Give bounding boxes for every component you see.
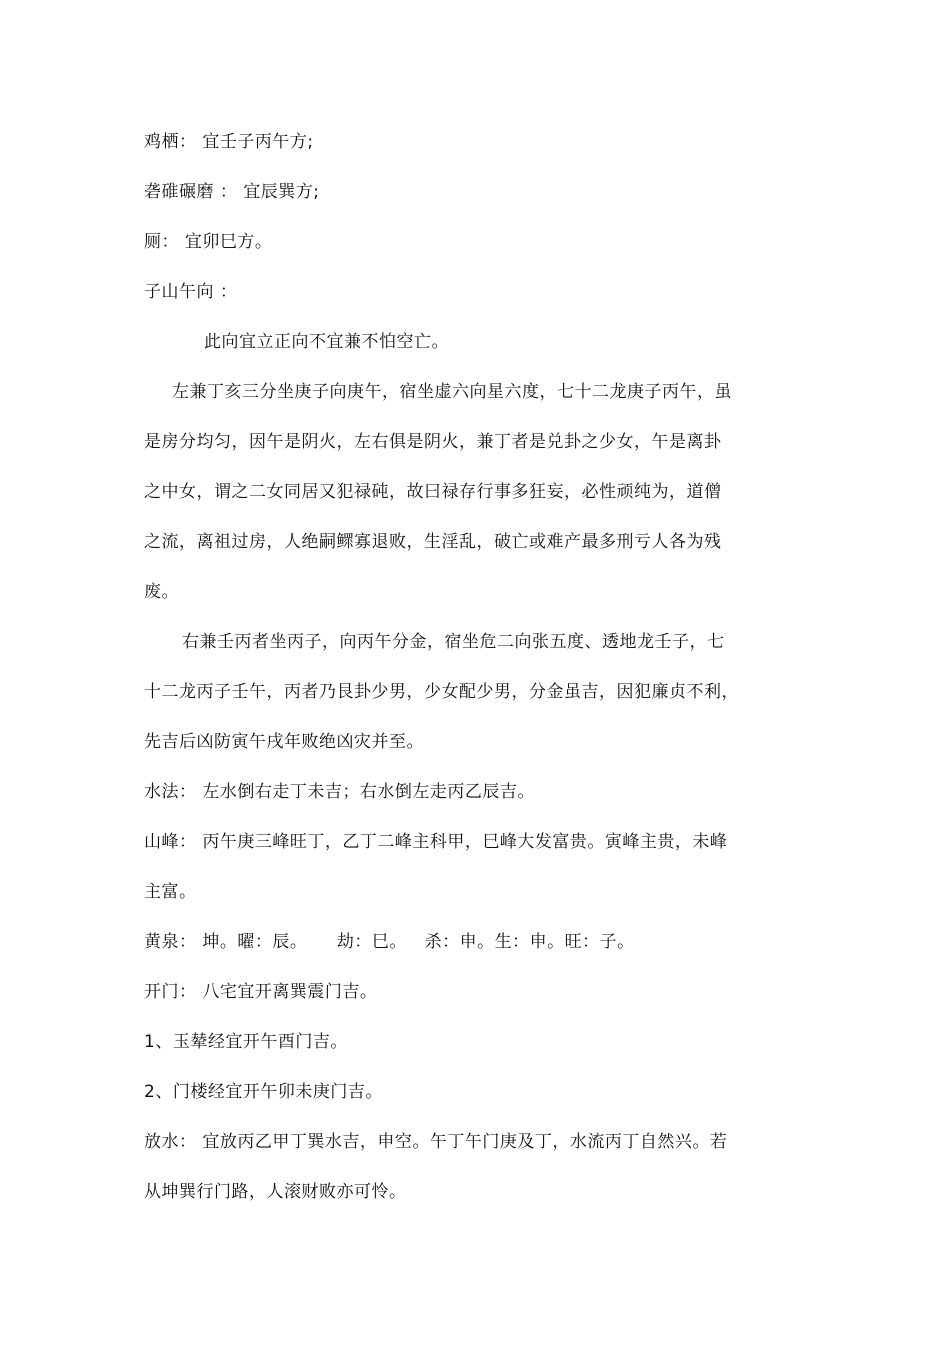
- section-heading-zi-mountain: 子山午向 ：: [144, 282, 238, 302]
- paragraph-right-line-2: 十二龙丙子壬午，丙者乃艮卦少男，少女配少男，分金虽吉，因犯廉贞不利，: [144, 682, 739, 702]
- text-line-millstone: 砻碓碾磨 ： 宜辰巽方;: [144, 182, 320, 202]
- text-line-chicken-coop: 鸡栖： 宜壬子丙午方;: [144, 132, 314, 152]
- text-line-water-release-1: 放水： 宜放丙乙甲丁巽水吉，申空。午丁午门庚及丁，水流丙丁自然兴。若: [144, 1132, 728, 1152]
- list-item-2: 2、门楼经宜开午卯未庚门吉。: [144, 1082, 383, 1102]
- text-line-water-release-2: 从坤巽行门路，人滚财败亦可怜。: [144, 1182, 407, 1202]
- paragraph-right-line-1: 右兼壬丙者坐丙子，向丙午分金，宿坐危二向张五度、透地龙壬子，七: [182, 632, 725, 652]
- text-line-toilet: 厕： 宜卯巳方。: [144, 232, 273, 252]
- paragraph-left-line-4: 之流，离祖过房，人绝嗣鳏寡退败，生淫乱，破亡或难产最多刑亏人各为残: [144, 532, 722, 552]
- paragraph-left-line-2: 是房分均匀，因午是阴火，左右俱是阴火，兼丁者是兑卦之少女，午是离卦: [144, 432, 722, 452]
- paragraph-right-line-3: 先吉后凶防寅午戌年败绝凶灾并至。: [144, 732, 424, 752]
- text-line-peaks-1: 山峰： 丙午庚三峰旺丁，乙丁二峰主科甲，巳峰大发富贵。寅峰主贵，未峰: [144, 832, 728, 852]
- text-line-door-opening: 开门： 八宅宜开离巽震门吉。: [144, 982, 378, 1002]
- paragraph-left-line-3: 之中女，谓之二女同居又犯禄砘，故曰禄存行事多狂妄，必性顽纯为，道僧: [144, 482, 722, 502]
- text-line-orientation-note: 此向宜立正向不宜兼不怕空亡。: [204, 332, 449, 352]
- paragraph-left-line-1: 左兼丁亥三分坐庚子向庚午，宿坐虚六向星六度，七十二龙庚子丙午，虽: [172, 382, 732, 402]
- text-line-yellow-spring: 黄泉： 坤。曜：辰。 劫：巳。 杀：申。生：申。旺：子。: [144, 932, 635, 952]
- text-line-water-method: 水法： 左水倒右走丁未吉；右水倒左走丙乙辰吉。: [144, 782, 535, 802]
- paragraph-left-line-5: 废。: [144, 582, 179, 602]
- list-item-1: 1、玉辇经宜开午酉门吉。: [144, 1032, 348, 1052]
- text-line-peaks-2: 主富。: [144, 882, 197, 902]
